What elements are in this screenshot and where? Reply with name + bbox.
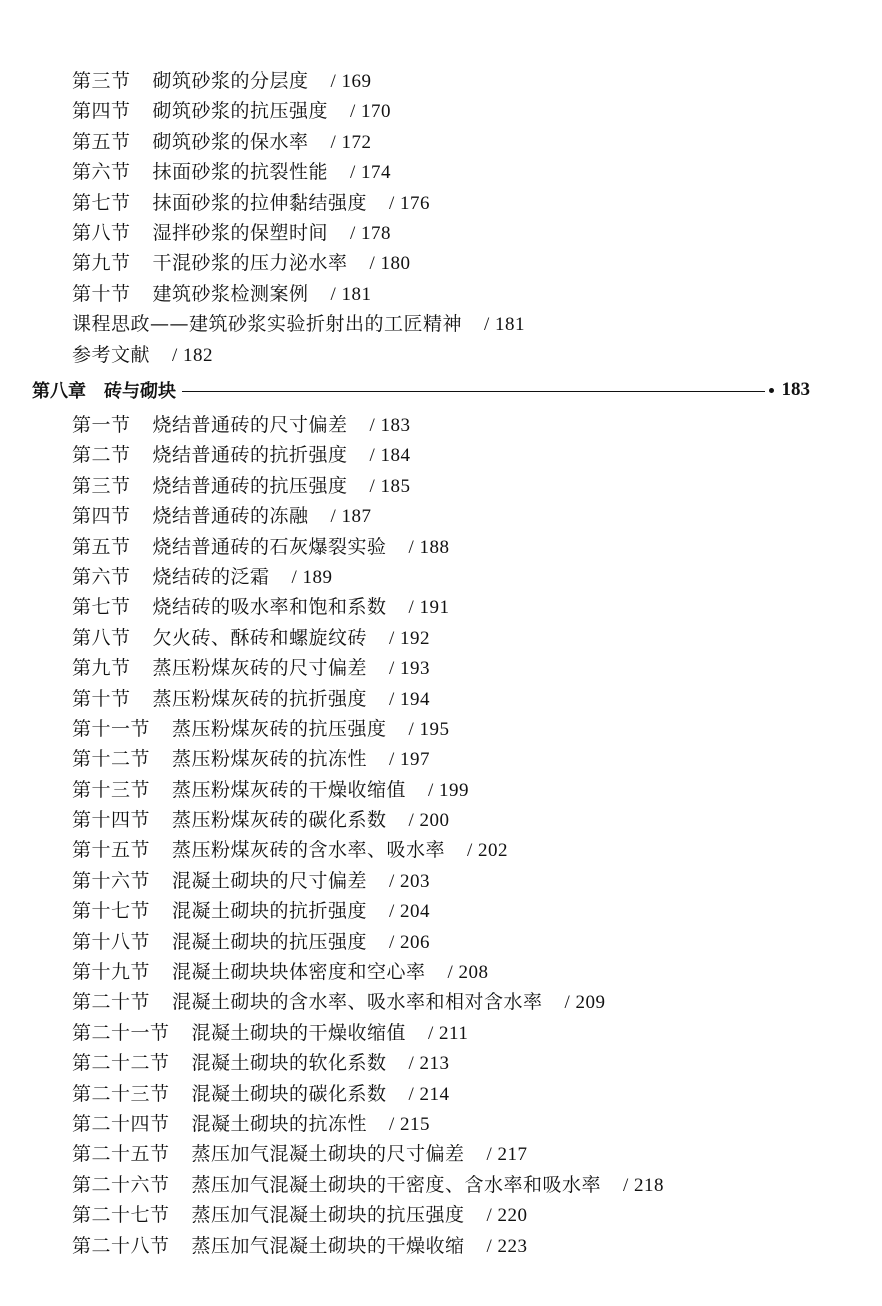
section-title: 混凝土砌块的抗压强度 xyxy=(172,930,368,953)
section-page: / 176 xyxy=(389,192,431,214)
toc-list-chapter-7 xyxy=(72,66,832,370)
section-page: / 181 xyxy=(484,314,526,336)
section-title: 烧结普通砖的石灰爆裂实验 xyxy=(152,535,387,558)
toc-entry xyxy=(72,866,832,896)
section-page: / 203 xyxy=(389,870,431,892)
section-page: / 181 xyxy=(330,283,372,305)
section-title: 混凝土砌块的抗冻性 xyxy=(191,1112,368,1135)
section-title: 烧结普通砖的抗折强度 xyxy=(152,444,348,467)
section-number: 第二十五节 xyxy=(72,1143,170,1166)
section-title: 课程思政——建筑砂浆实验折射出的工匠精神 xyxy=(72,313,463,336)
section-page: / 194 xyxy=(389,688,431,710)
section-number: 第二十四节 xyxy=(72,1112,170,1135)
section-page: / 182 xyxy=(172,344,214,366)
toc-entry-ideology xyxy=(72,309,832,339)
section-title: 蒸压粉煤灰砖的碳化系数 xyxy=(172,809,387,832)
toc-entry xyxy=(72,592,832,622)
section-title: 蒸压加气混凝土砌块的尺寸偏差 xyxy=(191,1143,465,1166)
section-number: 第七节 xyxy=(72,191,131,214)
section-page: / 200 xyxy=(408,810,450,832)
section-page: / 191 xyxy=(408,597,450,619)
section-page: / 213 xyxy=(408,1053,450,1075)
section-number: 第二十六节 xyxy=(72,1173,170,1196)
section-title: 蒸压粉煤灰砖的抗压强度 xyxy=(172,717,387,740)
section-number: 第一节 xyxy=(72,414,131,436)
toc-entry xyxy=(72,218,832,248)
chapter-page: 183 xyxy=(781,379,810,400)
section-page: / 174 xyxy=(350,162,392,184)
section-number: 第十三节 xyxy=(72,778,151,801)
section-title: 建筑砂浆检测案例 xyxy=(152,282,309,305)
section-page: / 197 xyxy=(389,749,431,771)
section-title: 烧结砖的吸水率和饱和系数 xyxy=(152,596,387,619)
toc-entry xyxy=(72,501,832,531)
toc-entry xyxy=(72,623,832,653)
section-page: / 185 xyxy=(369,475,411,497)
section-number: 第九节 xyxy=(72,657,131,680)
section-number: 第二节 xyxy=(72,444,131,467)
section-title: 烧结普通砖的尺寸偏差 xyxy=(152,414,348,436)
leader-line xyxy=(182,391,765,392)
section-page: / 199 xyxy=(428,779,470,801)
section-page: / 211 xyxy=(428,1022,469,1044)
section-number: 第三节 xyxy=(72,70,131,92)
toc-entry xyxy=(72,248,832,278)
section-title: 蒸压粉煤灰砖的干燥收缩值 xyxy=(172,778,407,801)
section-title: 欠火砖、酥砖和螺旋纹砖 xyxy=(152,626,368,649)
toc-entry xyxy=(72,127,832,157)
toc-entry xyxy=(72,835,832,865)
section-page: / 215 xyxy=(389,1113,431,1135)
toc-entry xyxy=(72,1018,832,1048)
chapter-title: 砖与砌块 xyxy=(104,381,176,402)
section-number: 第五节 xyxy=(72,130,131,153)
leader-dot xyxy=(769,388,774,393)
section-title: 混凝土砌块的软化系数 xyxy=(191,1052,387,1075)
section-title: 烧结普通砖的抗压强度 xyxy=(152,474,348,497)
section-page: / 169 xyxy=(330,71,372,92)
toc-entry xyxy=(72,1109,832,1139)
toc-entry xyxy=(72,96,832,126)
section-page: / 218 xyxy=(623,1174,665,1196)
section-page: / 209 xyxy=(564,992,606,1014)
section-title: 烧结普通砖的冻融 xyxy=(152,505,309,528)
toc-entry xyxy=(72,684,832,714)
toc-entry xyxy=(72,987,832,1017)
toc-entry xyxy=(72,188,832,218)
toc-entry xyxy=(72,653,832,683)
section-number: 第十六节 xyxy=(72,869,151,892)
section-title: 混凝土砌块的碳化系数 xyxy=(191,1082,387,1105)
toc-entry xyxy=(72,1200,832,1230)
toc-entry xyxy=(72,1170,832,1200)
section-number: 第七节 xyxy=(72,596,131,619)
section-page: / 180 xyxy=(369,253,411,275)
section-number: 第十二节 xyxy=(72,748,151,771)
section-number: 第四节 xyxy=(72,505,131,528)
section-page: / 214 xyxy=(408,1083,450,1105)
section-number: 第十节 xyxy=(72,687,131,710)
section-title: 蒸压粉煤灰砖的抗折强度 xyxy=(152,687,368,710)
section-number: 第十七节 xyxy=(72,900,151,923)
section-page: / 188 xyxy=(408,536,450,558)
toc-entry xyxy=(72,1079,832,1109)
section-number: 第二十八节 xyxy=(72,1234,170,1257)
section-number: 第五节 xyxy=(72,535,131,558)
section-title: 抹面砂浆的抗裂性能 xyxy=(152,161,329,184)
section-title: 混凝土砌块的含水率、吸水率和相对含水率 xyxy=(172,991,543,1014)
toc-list-chapter-8 xyxy=(72,410,832,1261)
section-number: 第八节 xyxy=(72,221,131,244)
section-page: / 193 xyxy=(389,658,431,680)
section-page: / 223 xyxy=(486,1235,528,1257)
section-number: 第九节 xyxy=(72,252,131,275)
toc-entry xyxy=(72,279,832,309)
toc-entry xyxy=(72,471,832,501)
section-title: 混凝土砌块的抗折强度 xyxy=(172,900,368,923)
section-page: / 204 xyxy=(389,901,431,923)
toc-entry xyxy=(72,957,832,987)
section-title: 抹面砂浆的拉伸黏结强度 xyxy=(152,191,368,214)
section-title: 砌筑砂浆的分层度 xyxy=(152,70,309,92)
section-page: / 217 xyxy=(486,1144,528,1166)
section-number: 第二十二节 xyxy=(72,1052,170,1075)
section-title: 蒸压加气混凝土砌块的干密度、含水率和吸水率 xyxy=(191,1173,602,1196)
section-page: / 183 xyxy=(369,415,411,436)
toc-entry xyxy=(72,775,832,805)
section-title: 烧结砖的泛霜 xyxy=(152,565,270,588)
section-number: 第十八节 xyxy=(72,930,151,953)
section-page: / 187 xyxy=(330,506,372,528)
section-number: 第六节 xyxy=(72,565,131,588)
section-page: / 189 xyxy=(291,566,333,588)
section-title: 蒸压粉煤灰砖的尺寸偏差 xyxy=(152,657,368,680)
section-title: 混凝土砌块块体密度和空心率 xyxy=(172,961,426,984)
toc-entry xyxy=(72,410,832,440)
section-number: 第六节 xyxy=(72,161,131,184)
section-number: 第十五节 xyxy=(72,839,151,862)
section-page: / 195 xyxy=(408,718,450,740)
toc-entry xyxy=(72,562,832,592)
toc-entry xyxy=(72,896,832,926)
section-page: / 206 xyxy=(389,931,431,953)
section-title: 混凝土砌块的干燥收缩值 xyxy=(191,1021,407,1044)
section-number: 第十节 xyxy=(72,282,131,305)
section-title: 蒸压粉煤灰砖的抗冻性 xyxy=(172,748,368,771)
section-number: 第二十一节 xyxy=(72,1021,170,1044)
section-number: 第二十节 xyxy=(72,991,151,1014)
section-title: 砌筑砂浆的保水率 xyxy=(152,130,309,153)
chapter-heading xyxy=(32,375,810,405)
toc-entry xyxy=(72,927,832,957)
toc-entry xyxy=(72,440,832,470)
section-title: 干混砂浆的压力泌水率 xyxy=(152,252,348,275)
toc-entry xyxy=(72,66,832,96)
toc-entry xyxy=(72,1231,832,1261)
toc-entry xyxy=(72,714,832,744)
section-page: / 208 xyxy=(447,962,489,984)
toc-entry xyxy=(72,532,832,562)
section-number: 第四节 xyxy=(72,100,131,123)
section-title: 蒸压加气混凝土砌块的抗压强度 xyxy=(191,1204,465,1227)
chapter-number: 第八章 xyxy=(32,381,86,402)
section-title: 混凝土砌块的尺寸偏差 xyxy=(172,869,368,892)
section-page: / 172 xyxy=(330,131,372,153)
section-number: 第二十七节 xyxy=(72,1204,170,1227)
toc-entry xyxy=(72,1048,832,1078)
section-page: / 192 xyxy=(389,627,431,649)
section-title: 湿拌砂浆的保塑时间 xyxy=(152,221,329,244)
section-title: 蒸压粉煤灰砖的含水率、吸水率 xyxy=(172,839,446,862)
section-title: 砌筑砂浆的抗压强度 xyxy=(152,100,329,123)
section-title: 参考文献 xyxy=(72,343,151,366)
toc-entry xyxy=(72,744,832,774)
section-number: 第二十三节 xyxy=(72,1082,170,1105)
toc-entry xyxy=(72,1139,832,1169)
section-page: / 220 xyxy=(486,1205,528,1227)
section-page: / 170 xyxy=(350,101,392,123)
section-page: / 202 xyxy=(467,840,509,862)
section-page: / 184 xyxy=(369,445,411,467)
toc-entry xyxy=(72,157,832,187)
section-number: 第八节 xyxy=(72,626,131,649)
toc-entry xyxy=(72,805,832,835)
section-number: 第十九节 xyxy=(72,961,151,984)
section-number: 第三节 xyxy=(72,474,131,497)
section-page: / 178 xyxy=(350,222,392,244)
toc-entry-references xyxy=(72,340,832,370)
section-number: 第十四节 xyxy=(72,809,151,832)
section-title: 蒸压加气混凝土砌块的干燥收缩 xyxy=(191,1234,465,1257)
section-number: 第十一节 xyxy=(72,717,151,740)
